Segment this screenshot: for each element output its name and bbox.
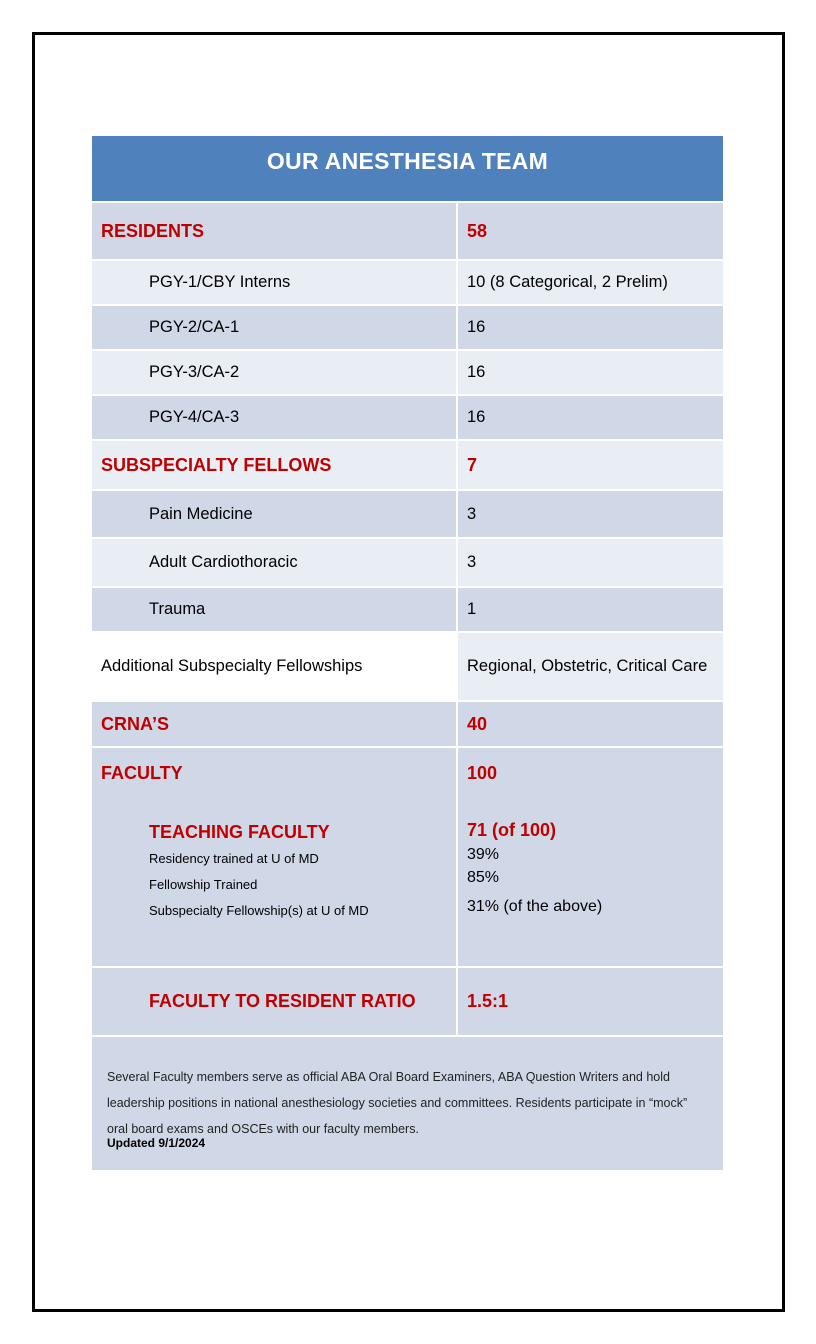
- faculty-group: [92, 746, 723, 966]
- trauma-label: Trauma: [149, 600, 206, 618]
- teaching-faculty-value: 71 (of 100): [467, 820, 557, 840]
- pain-medicine-label: Pain Medicine: [149, 504, 253, 523]
- additional-fellowships-label: Additional Subspecialty Fellowships: [101, 657, 363, 675]
- pgy4-label: PGY-4/CA-3: [149, 408, 240, 426]
- row-adult-cardiothoracic: [92, 537, 723, 586]
- pgy2-label: PGY-2/CA-1: [149, 318, 240, 336]
- row-pgy4: [92, 394, 723, 439]
- pgy3-value: 16: [467, 363, 486, 381]
- row-faculty: [92, 748, 723, 798]
- additional-fellowships-value: Regional, Obstetric, Critical Care: [467, 657, 708, 675]
- row-pain-medicine: [92, 489, 723, 537]
- row-faculty-resident-ratio: [92, 966, 723, 1035]
- pgy2-value: 16: [467, 318, 486, 336]
- ratio-value: 1.5:1: [467, 991, 509, 1011]
- subspecialty-fellowship-label: Subspecialty Fellowship(s) at U of MD: [149, 903, 369, 918]
- crnas-value: 40: [467, 713, 488, 734]
- teaching-faculty-label: TEACHING FACULTY: [149, 822, 330, 842]
- row-pgy2: [92, 304, 723, 349]
- cardiothoracic-value: 3: [467, 553, 477, 571]
- table-title: OUR ANESTHESIA TEAM: [92, 136, 723, 201]
- pain-medicine-value: 3: [467, 504, 477, 523]
- row-trauma: [92, 586, 723, 631]
- row-additional-fellowships: [92, 631, 723, 700]
- pgy1-value: 10 (8 Categorical, 2 Prelim): [467, 273, 668, 291]
- row-pgy3: [92, 349, 723, 394]
- updated-date: Updated 9/1/2024: [107, 1136, 206, 1150]
- fellows-label: SUBSPECIALTY FELLOWS: [101, 454, 332, 475]
- faculty-value: 100: [467, 762, 498, 783]
- teaching-faculty-block: [92, 798, 723, 966]
- trauma-value: 1: [467, 600, 477, 618]
- residency-trained-value: 39%: [467, 846, 500, 863]
- crnas-label: CRNA’S: [101, 713, 170, 734]
- row-pgy1: [92, 259, 723, 304]
- ratio-label: FACULTY TO RESIDENT RATIO: [149, 991, 416, 1011]
- pgy3-label: PGY-3/CA-2: [149, 363, 240, 381]
- pgy4-value: 16: [467, 408, 486, 426]
- row-residents: [92, 201, 723, 259]
- residents-value: 58: [467, 220, 488, 241]
- fellowship-trained-value: 85%: [467, 869, 500, 886]
- subspecialty-fellowship-value: 31% (of the above): [467, 898, 603, 915]
- pgy1-label: PGY-1/CBY Interns: [149, 273, 291, 291]
- cardiothoracic-label: Adult Cardiothoracic: [149, 553, 298, 571]
- anesthesia-team-table: [92, 136, 723, 1170]
- fellowship-trained-label: Fellowship Trained: [149, 877, 258, 892]
- residency-trained-label: Residency trained at U of MD: [149, 851, 319, 866]
- row-crnas: [92, 700, 723, 746]
- residents-label: RESIDENTS: [101, 220, 205, 241]
- footnote-text: Several Faculty members serve as official ABA Oral Board Examiners, ABA Question Writers and hold leadership positions in national anesthesiology societies and committees. Residents participate in “mock” oral board exams and OSCEs with our faculty members.: [107, 1070, 688, 1136]
- fellows-value: 7: [467, 454, 478, 475]
- footnote-box: [92, 1035, 723, 1170]
- row-subspecialty-fellows: [92, 439, 723, 489]
- faculty-label: FACULTY: [101, 762, 183, 783]
